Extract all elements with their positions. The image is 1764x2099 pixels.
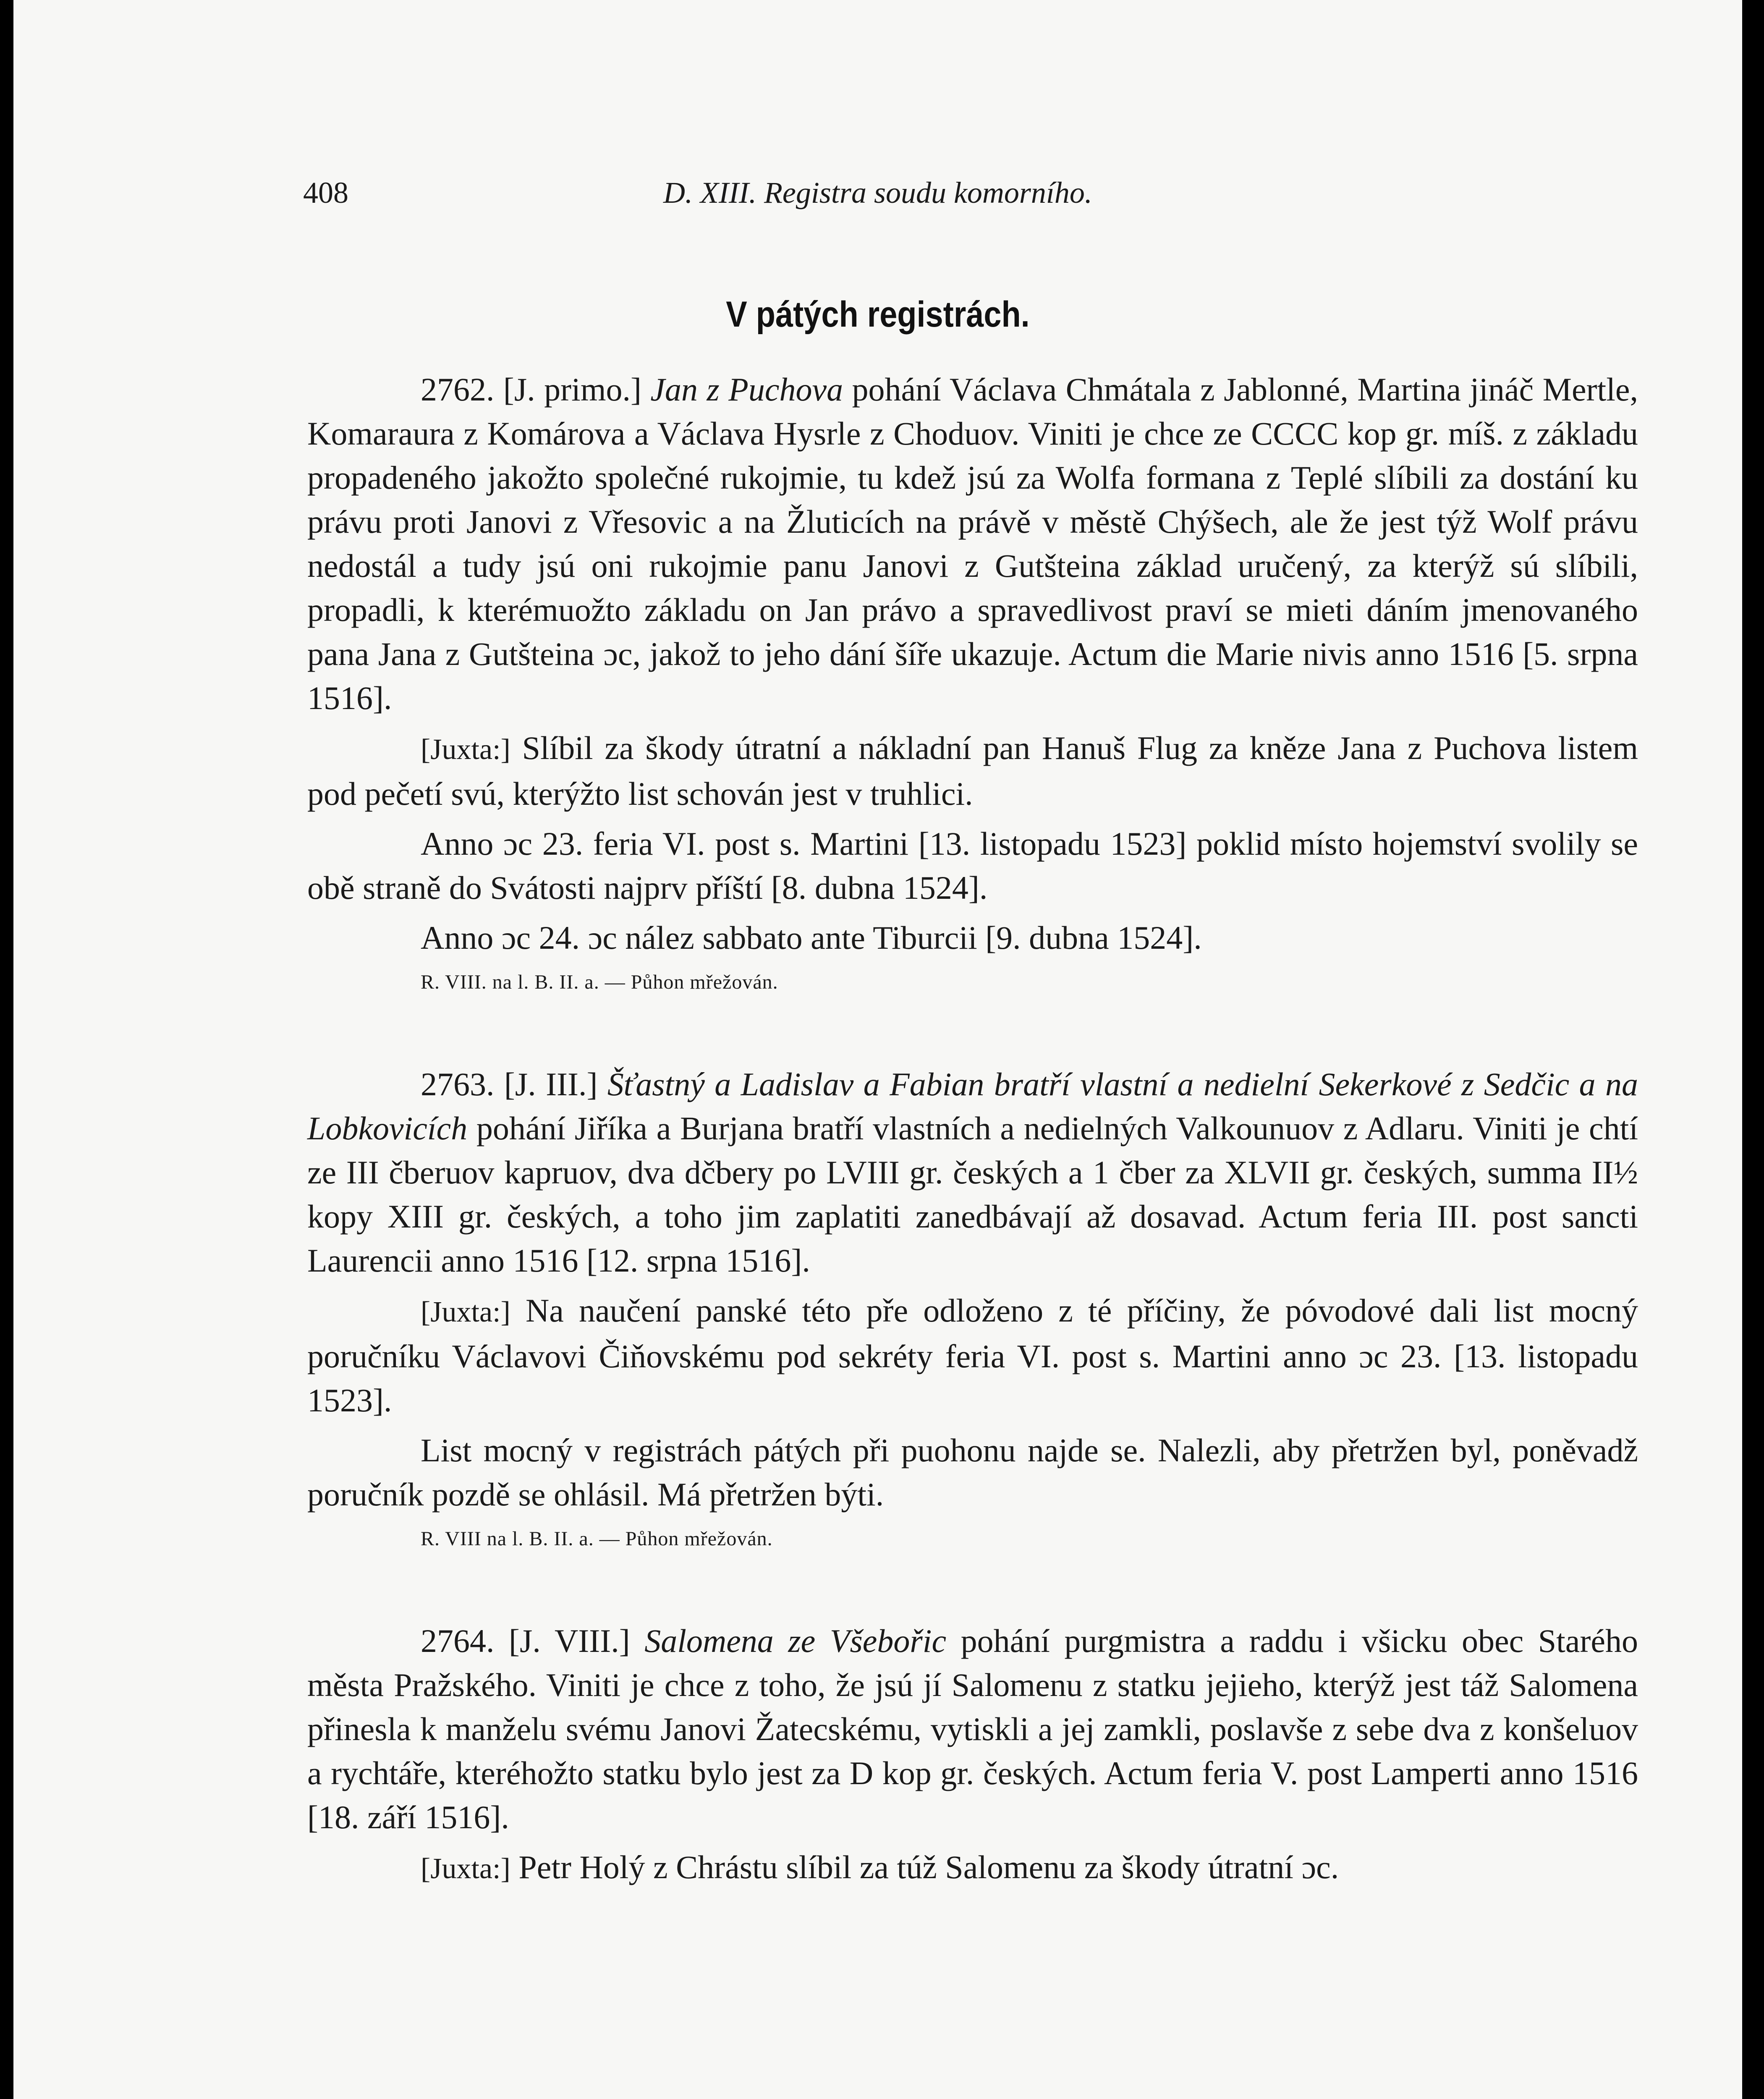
note-paragraph: Anno ɔc 24. ɔc nález sabbato ante Tiburcii [9. dubna 1524]. (421, 919, 1202, 956)
entry-text: pohání Václava Chmátala z Jablonné, Martina jináč Mertle, Komaraura z Komárova a Václava Hysrle z Choduov. Viniti je chce ze CCCC kop gr. míš. z základu propadeného jakožto společné rukojmie, tu kdež jsú za Wolfa formana z Teplé slíbili za dostání ku právu proti Janovi z Vřesovic a na Žluticích na právě v městě Chýšech, ale že jest týž Wolf právu nedostál a tudy jsú oni rukojmie panu Janovi z Gutšteina základ uručený, za kterýž sú slíbili, propadli, k kterémuožto základu on Jan právo a spravedlivost praví se mieti dáním jmenovaného pana Jana z Gutšteina ɔc, jakož to jeho dání šíře ukazuje. Actum die Marie nivis anno 1516 [5. srpna 1516]. (307, 371, 1638, 716)
entry-bracket: [J. VIII.] (509, 1623, 630, 1659)
entry-bracket: [J. III.] (504, 1066, 598, 1102)
reference-line: R. VIII na l. B. II. a. — Půhon mřežován. (421, 1528, 773, 1550)
juxta-paragraph (307, 1288, 1638, 1422)
entry-number: 2764. (421, 1623, 495, 1659)
entry-party: Šťastný a Ladislav a Fabian bratří vlastní a nedielní Sekerkové z Sedčic a na Lobkovicích (307, 1066, 1638, 1146)
entry-main (307, 367, 1638, 720)
running-title: D. XIII. Registra soudu komorního. (663, 176, 1092, 209)
entry-number: 2762. (421, 371, 495, 408)
juxta-text: Na naučení panské této pře odloženo z té příčiny, že póvodové dali list mocný poručníku Václavovi Čiňovskému pod sekréty feria VI. post s. Martini anno ɔc 23. [13. listopadu 1523]. (307, 1292, 1638, 1419)
note-paragraph: List mocný v registrách pátých při puohonu najde se. Nalezli, aby přetržen byl, poněvadž poručník pozdě se ohlásil. Má přetržen býti. (307, 1432, 1638, 1513)
entry-party: Jan z Puchova (650, 371, 843, 408)
juxta-paragraph (307, 1845, 1638, 1891)
juxta-text: Petr Holý z Chrástu slíbil za túž Salomenu za škody útratní ɔc. (518, 1849, 1339, 1885)
section-title: V pátých registrách. (726, 294, 1030, 335)
body-text (307, 367, 1638, 1891)
entry-text: pohání Jiříka a Burjana bratří vlastních a nedielných Valkounuov z Adlaru. Viniti je chtí ze III čberuov kapruov, dva dčbery po LVIII gr. českých a 1 čber za XLVII gr. českých, summa II½ kopy XIII gr. českých, a toho jim zaplatiti zanedbávají až dosavad. Actum feria III. post sancti Laurencii anno 1516 [12. srpna 1516]. (307, 1110, 1638, 1279)
juxta-label: [Juxta:] (421, 1296, 510, 1328)
entry-main (307, 1619, 1638, 1839)
reference-line: R. VIII. na l. B. II. a. — Půhon mřežován. (421, 971, 778, 993)
juxta-label: [Juxta:] (421, 733, 510, 766)
entry-2763 (307, 1062, 1638, 1556)
entry-number: 2763. (421, 1066, 495, 1102)
entry-main (307, 1062, 1638, 1282)
entry-bracket: [J. primo.] (503, 371, 641, 408)
page (13, 0, 1742, 2099)
entry-2762 (307, 367, 1638, 999)
entry-2764 (307, 1619, 1638, 1891)
juxta-label: [Juxta:] (421, 1853, 510, 1885)
juxta-text: Slíbil za škody útratní a nákladní pan Hanuš Flug za kněze Jana z Puchova listem pod pečetí svú, kterýžto list schován jest v truhlici. (307, 730, 1638, 812)
note-paragraph: Anno ɔc 23. feria VI. post s. Martini [13. listopadu 1523] poklid místo hojemství svolily se obě straně do Svátosti najprv příští [8. dubna 1524]. (307, 825, 1638, 906)
page-number: 408 (303, 176, 348, 209)
entry-party: Salomena ze Všebořic (644, 1623, 947, 1659)
juxta-paragraph (307, 726, 1638, 816)
entry-text: pohání purgmistra a raddu i všicku obec Starého města Pražského. Viniti je chce z toho, že jsú jí Salomenu z statku jejieho, kterýž jest táž Salomena přinesla k manželu svému Janovi Žatecskému, vytiskli a jej zamkli, poslavše z sebe dva z konšeluov a rychtáře, kteréhožto statku bylo jest za D kop gr. českých. Actum feria V. post Lamperti anno 1516 [18. září 1516]. (307, 1623, 1638, 1835)
page-header (13, 175, 1742, 209)
